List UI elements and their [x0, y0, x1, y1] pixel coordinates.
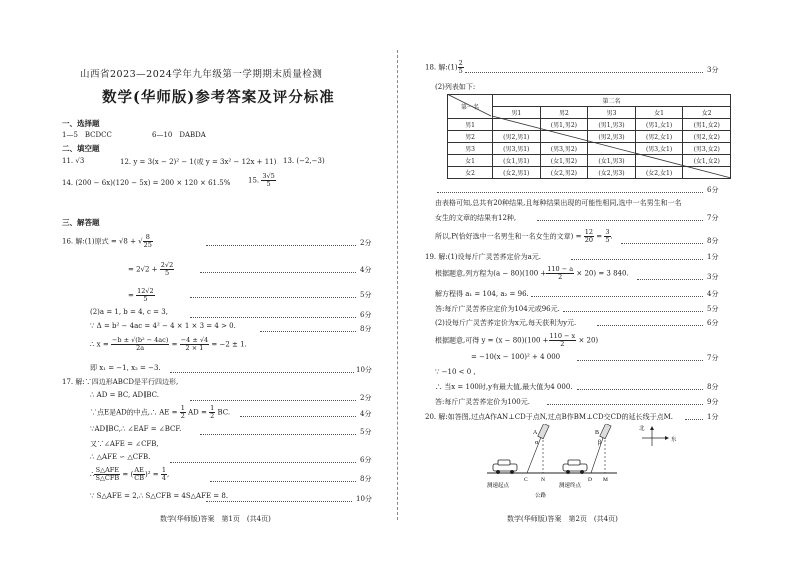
q16-line5: ∵ Δ = b² − 4ac = 4² − 4 × 1 × 3 = 4 > 0. — [90, 322, 236, 330]
q19-line10: 答:每斤广灵苦荞定价为100元. — [435, 398, 530, 406]
leader-dots — [577, 389, 703, 390]
table-cell: (女2,女1) — [635, 167, 683, 179]
answer-page-2 — [397, 0, 794, 562]
leader-dots — [577, 360, 703, 361]
leader-dots — [190, 297, 356, 298]
fill-12: 12. y = 3(x − 2)² − 1(或 y = 3x² − 12x + 11) — [120, 158, 277, 166]
car-icon — [563, 460, 587, 474]
score-mark: 4分 — [360, 410, 372, 418]
table-col-header: 女1 — [635, 107, 683, 119]
q18-line1: 18. 解:(1) $\frac{2}{5}$ — [425, 59, 463, 75]
score-mark: 1分 — [707, 253, 719, 261]
answer-key-title: 数学(华师版)参考答案及评分标准 — [102, 89, 335, 106]
q17-line5: 又∵∠AFE = ∠CFB, — [90, 440, 159, 448]
q17-line6: ∴ △AFE ∽ △CFB. — [90, 453, 151, 461]
q20-line1: 20. 解:如答图,过点A作AN⊥CD于点N,过点B作BM⊥CD交CD的延长线于点M. — [425, 413, 673, 421]
q19-line4: 答:每斤广灵苦荞应定价为104元或96元. — [435, 305, 560, 313]
speed-camera-icon — [600, 424, 611, 439]
score-mark: 4分 — [707, 290, 719, 298]
point-N-label: N — [541, 477, 545, 483]
table-cell: (男1,男3) — [588, 119, 636, 131]
fill-13: 13. (−2,−3) — [283, 157, 325, 165]
car-icon — [493, 460, 517, 474]
q19-line9: ∴ 当x = 100时,y有最大值,最大值为4 000. — [435, 383, 573, 391]
table-cell: (男1,女2) — [683, 119, 731, 131]
score-mark: 6分 — [360, 456, 372, 464]
q18-line2: (2)列表如下: — [435, 83, 476, 91]
section-solve: 三、解答题 — [62, 218, 100, 227]
point-B-label: B — [595, 430, 600, 436]
page-footer: 数学(华师版)答案 第2页 (共4页) — [507, 515, 618, 523]
q16-line7: 即 x₁ = −1, x₂ = −3. — [90, 364, 161, 372]
leader-dots — [240, 416, 356, 417]
score-mark: 6分 — [360, 311, 372, 319]
table-cell: (男1,男2) — [540, 119, 588, 131]
q16-line6: ∴ x = $\frac{\text{−b ± √(b² − 4ac)}}{2a}$ = $\frac{-4 \pm √4}{2 \times 1}$ = −2 ± 1. — [90, 336, 247, 352]
line-BD — [591, 432, 605, 473]
score-mark: 6分 — [707, 319, 719, 327]
mc-answers-2: 6—10 DABDA — [152, 131, 206, 139]
leader-dots — [531, 296, 703, 297]
score-mark: 2分 — [360, 394, 372, 402]
leader-dots — [437, 192, 703, 193]
table-cell: (女1,男1) — [493, 155, 541, 167]
row-label: 男2 — [448, 131, 493, 143]
table-cell: (男2,女2) — [683, 131, 731, 143]
score-mark: 10分 — [356, 495, 372, 503]
score-mark: 6分 — [707, 186, 719, 194]
q19-line7: = −10(x − 100)² + 4 000 — [471, 353, 561, 361]
q16-line2: = 2√2 + $\frac{2√2}{5}$ — [128, 261, 174, 277]
q17-line3: ∵点E是AD的中点,∴ AE = $\frac{1}{2}$ AD = $\frac{1}{2}$ BC. — [90, 404, 231, 420]
point-D-label: D — [588, 477, 592, 483]
score-mark: 7分 — [707, 214, 719, 222]
start-label: 测速起点 — [487, 483, 510, 489]
score-mark: 7分 — [707, 354, 719, 362]
mc-answers-1: 1—5 BCDCC — [62, 131, 112, 139]
point-C-label: C — [524, 477, 528, 483]
table-cell: (女2,男1) — [493, 167, 541, 179]
table-col-header: 女2 — [683, 107, 731, 119]
leader-dots — [200, 434, 356, 435]
score-mark: 8分 — [360, 475, 372, 483]
leader-dots — [200, 272, 356, 273]
score-mark: 4分 — [360, 266, 372, 274]
table-cell: (女1,女2) — [683, 155, 731, 167]
exam-title: 山西省2023—2024学年九年级第一学期期末质量检测 — [80, 69, 323, 80]
score-mark: 2分 — [360, 239, 372, 247]
table-cell: (男2,男3) — [588, 131, 636, 143]
q19-line2: 根据题意,列方程为(a − 80)(100 + $\frac{110 - a}{2}$ × 20) = 3 840. — [435, 265, 629, 281]
fill-14: 14. (200 − 6x)(120 − 5x) = 200 × 120 × 61.5% — [62, 179, 231, 187]
table-cell: (女2,男2) — [540, 167, 588, 179]
score-mark: 10分 — [356, 366, 372, 374]
leader-dots — [170, 462, 356, 463]
line-AC — [527, 432, 543, 473]
point-A-label: A — [533, 430, 538, 436]
table-top-header: 第二名 — [493, 95, 731, 107]
score-mark: 3分 — [707, 66, 719, 74]
q19-line6: 根据题意,可得 y = (x − 80)(100 + $\frac{110 - x}{2}$ × 20) — [435, 332, 599, 348]
point-M-label: M — [603, 477, 608, 483]
q18-line5: 所以,P(恰好选中一名男生和一名女生的文章) = $\frac{12}{20}$ = $\frac{3}{5}$ . — [435, 228, 613, 244]
score-mark: 8分 — [707, 383, 719, 391]
fill-11: 11. √3 — [62, 157, 85, 165]
table-cell: (男3,男2) — [540, 143, 588, 155]
leader-dots — [597, 325, 703, 326]
table-cell: (女2,男3) — [588, 167, 636, 179]
score-mark: 8分 — [360, 325, 372, 333]
end-label: 测速终点 — [559, 483, 582, 489]
q18-line4: 女生的文章的结果有12种, — [435, 214, 517, 222]
row-label: 女1 — [448, 155, 493, 167]
leader-dots — [190, 400, 356, 401]
table-cell: (男2,男1) — [493, 131, 541, 143]
leader-dots — [206, 501, 352, 502]
leader-dots — [206, 245, 356, 246]
table-cell: (男2,女1) — [635, 131, 683, 143]
leader-dots — [260, 331, 356, 332]
q16-line3: = $\frac{12√2}{5}$ — [128, 287, 154, 303]
score-mark: 9分 — [707, 398, 719, 406]
q17-line7: ∴ $\frac{\text{S△AFE}}{\text{S△CFB}}$ = ( $\frac{AE}{CB}$ )² = $\frac{1}{4}$ , — [90, 466, 170, 482]
table-side-label: 第一名 — [460, 104, 479, 111]
score-mark: 8分 — [707, 237, 719, 245]
leader-dots — [637, 279, 703, 280]
q17-line4: ∵AD∥BC,∴ ∠EAF = ∠BCF. — [90, 425, 182, 433]
q19-line5: (2)设每斤广灵苦荞定价为x元,每天获利为y元. — [435, 319, 577, 327]
fill-15: 15. $\frac{3√5}{5}$ — [248, 172, 275, 188]
score-mark: 3分 — [707, 273, 719, 281]
table-cell: (男3,男1) — [493, 143, 541, 155]
table-cell: (男3,女2) — [683, 143, 731, 155]
q19-line8: ∵ −10 < 0 , — [435, 368, 476, 376]
table-cell: (女1,男3) — [588, 155, 636, 167]
angle-alpha-label: α — [535, 440, 539, 446]
row-label: 女2 — [448, 167, 493, 179]
table-diagonal — [447, 94, 737, 184]
angle-beta-label: β — [598, 440, 602, 446]
q17-line1: 17. 解:∵四边形ABCD是平行四边形, — [62, 378, 179, 386]
leader-dots — [571, 259, 703, 260]
score-mark: 5分 — [360, 291, 372, 299]
leader-dots — [190, 317, 356, 318]
table-cell: (男1,女1) — [635, 119, 683, 131]
table-col-header: 男3 — [588, 107, 636, 119]
score-mark: 5分 — [707, 305, 719, 313]
score-mark: 5分 — [360, 428, 372, 436]
leader-dots — [547, 404, 703, 405]
row-label: 男1 — [448, 119, 493, 131]
speed-diagram — [487, 424, 707, 504]
leader-dots — [621, 243, 703, 244]
q17-line8: ∵ S△AFE = 2,∴ S△CFB = 4S△AFE = 8. — [90, 492, 229, 500]
page-footer: 数学(华师版)答案 第1页 (共4页) — [160, 515, 271, 523]
leader-dots — [563, 311, 703, 312]
score-mark: 1分 — [707, 413, 719, 421]
q16-line4: (2)a = 1, b = 4, c = 3, — [90, 308, 168, 316]
leader-dots — [685, 419, 703, 420]
q18-line3: 由表格可知,总共有20种结果,且每种结果出现的可能性相同,选中一名男生和一名 — [435, 199, 682, 207]
table-col-header: 男2 — [540, 107, 588, 119]
speed-camera-icon — [538, 424, 549, 439]
q19-line1: 19. 解:(1)设每斤广灵苦荞定价为a元. — [425, 253, 542, 261]
leader-dots — [210, 481, 356, 482]
road-label: 公路 — [535, 493, 547, 499]
row-label: 男3 — [448, 143, 493, 155]
q17-line2: ∴ AD = BC, AD∥BC. — [90, 391, 159, 399]
compass-icon — [642, 426, 669, 446]
leader-dots — [465, 72, 703, 73]
section-fill: 二、填空题 — [62, 144, 100, 153]
east-label: 东 — [671, 437, 677, 443]
section-choice: 一、选择题 — [62, 119, 100, 128]
north-label: 北 — [639, 426, 645, 432]
table-cell: (男3,女1) — [635, 143, 683, 155]
table-col-header: 男1 — [493, 107, 541, 119]
q16-line1: 16. 解:(1)原式 = √8 + √ $\frac{8}{25}$ — [62, 233, 152, 249]
table-cell: (女1,男2) — [540, 155, 588, 167]
leader-dots — [170, 372, 354, 373]
leader-dots — [537, 220, 703, 221]
q19-line3: 解方程得 a₁ = 104, a₂ = 96. — [435, 290, 529, 298]
